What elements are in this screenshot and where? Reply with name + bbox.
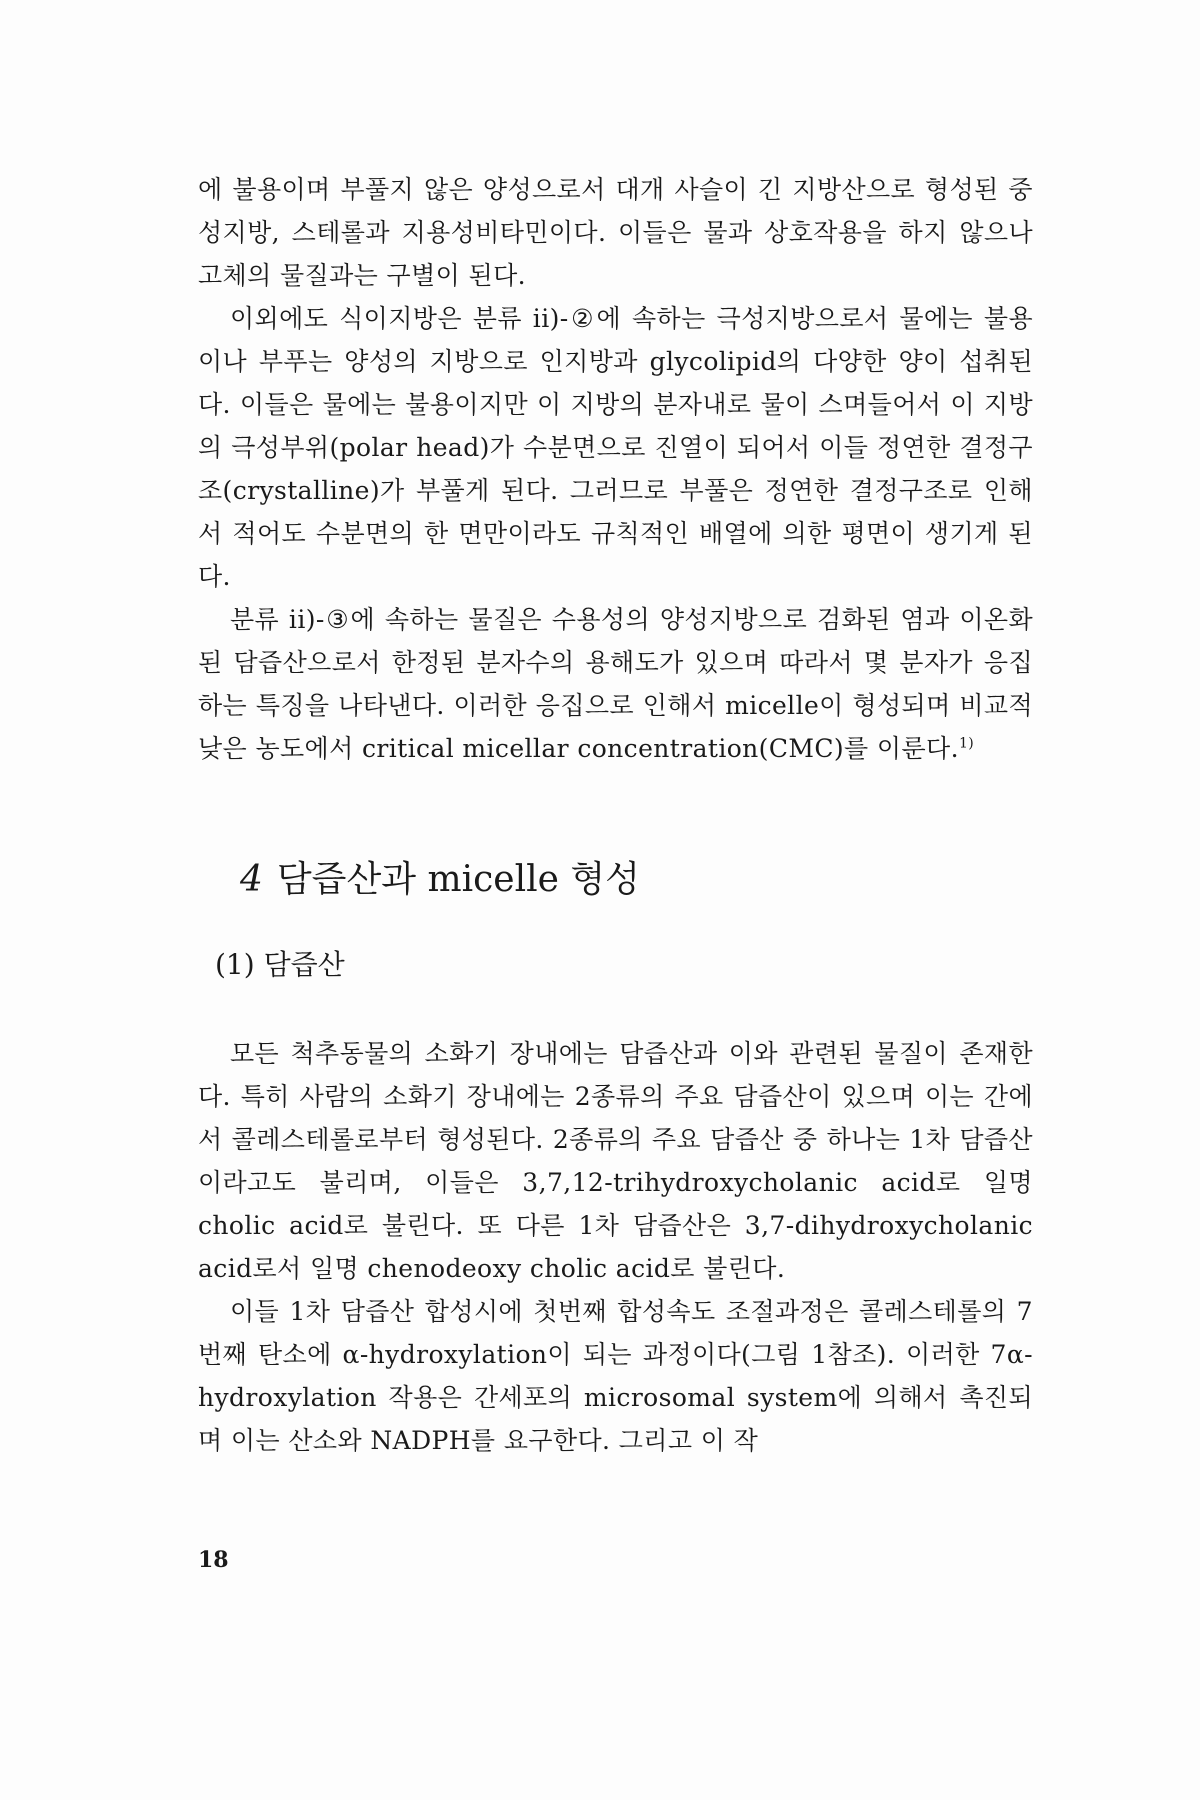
paragraph-3-text: 분류 ii)-③에 속하는 물질은 수용성의 양성지방으로 검화된 염과 이온화된 담즙산으로서 한정된 분자수의 용해도가 있으며 따라서 몇 분자가 응집하는 특징을 나타낸다. 이러한 응집으로 인해서 micelle이 형성되며 비교적 낮은 농도에서 critical micellar concentration(CMC)를 이룬다. bbox=[198, 605, 1033, 763]
section-number: 4 bbox=[240, 859, 263, 900]
section-heading bbox=[240, 855, 640, 905]
paragraph-1: 에 불용이며 부풀지 않은 양성으로서 대개 사슬이 긴 지방산으로 형성된 중성지방, 스테롤과 지용성비타민이다. 이들은 물과 상호작용을 하지 않으나 고체의 물질과는 구별이 된다. bbox=[198, 175, 1033, 290]
subsection-heading: (1) 담즙산 bbox=[215, 948, 345, 981]
paragraph-5: 이들 1차 담즙산 합성시에 첫번째 합성속도 조절과정은 콜레스테롤의 7번째 탄소에 α-hydroxylation이 되는 과정이다(그림 1참조). 이러한 7α-hydroxylation 작용은 간세포의 microsomal system에 의해서 촉진되며 이는 산소와 NADPH를 요구한다. 그리고 이 작 bbox=[198, 1297, 1033, 1455]
paragraph-2: 이외에도 식이지방은 분류 ii)-②에 속하는 극성지방으로서 물에는 불용이나 부푸는 양성의 지방으로 인지방과 glycolipid의 다양한 양이 섭취된다. 이들은 물에는 불용이지만 이 지방의 분자내로 물이 스며들어서 이 지방의 극성부위(polar head)가 수분면으로 진열이 되어서 이들 정연한 결정구조(crystalline)가 부풀게 된다. 그러므로 부풀은 정연한 결정구조로 인해서 적어도 수분면의 한 면만이라도 규칙적인 배열에 의한 평면이 생기게 된다. bbox=[198, 304, 1033, 591]
paragraph-3 bbox=[198, 598, 1033, 770]
section-title: 담즙산과 micelle 형성 bbox=[276, 859, 640, 900]
paragraph-4: 모든 척추동물의 소화기 장내에는 담즙산과 이와 관련된 물질이 존재한다. 특히 사람의 소화기 장내에는 2종류의 주요 담즙산이 있으며 이는 간에서 콜레스테롤로부터 형성된다. 2종류의 주요 담즙산 중 하나는 1차 담즙산이라고도 불리며, 이들은 3,7,12-trihydroxycholanic acid로 일명 cholic acid로 불린다. 또 다른 1차 담즙산은 3,7-dihydroxycholanic acid로서 일명 chenodeoxy cholic acid로 불린다. bbox=[198, 1039, 1033, 1283]
footnote-reference: 1) bbox=[958, 735, 975, 752]
page-number: 18 bbox=[198, 1547, 229, 1573]
body-text-top bbox=[198, 168, 1033, 770]
body-text-bottom bbox=[198, 1032, 1033, 1462]
